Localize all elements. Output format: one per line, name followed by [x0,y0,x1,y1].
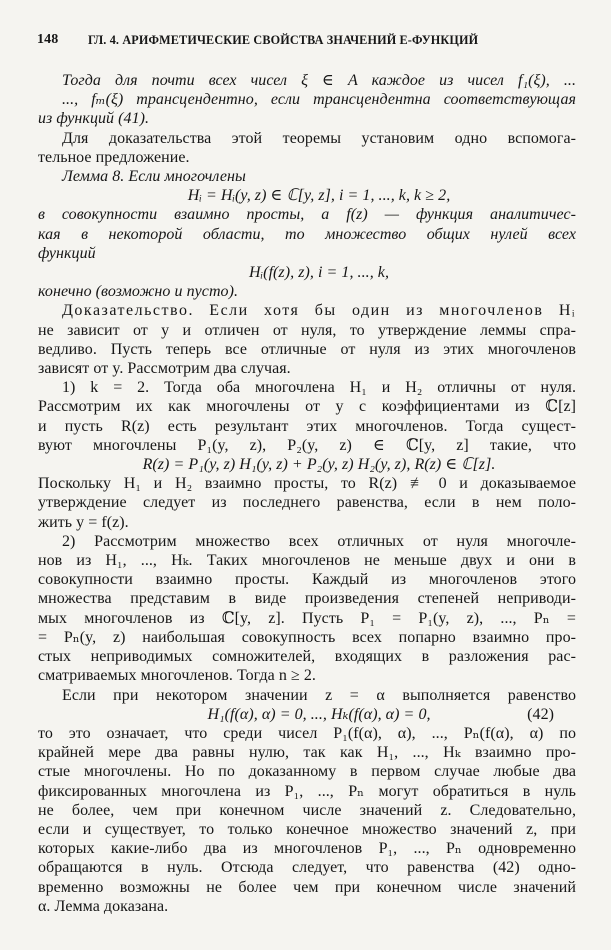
text-line: кая в некоторой области, то множество общих нулей всех [38,225,576,243]
page-number: 148 [37,32,59,47]
text-line: зависят от y. Рассмотрим два случая. [38,360,291,378]
text-line: ..., fₘ(ξ) трансцендентно, если трансцендентна соответствующая [62,91,576,109]
text-line: функций [38,244,96,262]
text-line: временно возможны не более чем при конечном числе значений [38,878,576,896]
text-line: то это означает, что среди чисел P₁(f(α), α), ..., Pₙ(f(α), α) по [38,724,576,742]
text-line: если и существует, то только конечное множество значений z, при [38,820,576,838]
formula-line: R(z) = P₁(y, z) H₁(y, z) + P₂(y, z) H₂(y, z), R(z) ∈ ℂ[z]. [142,456,496,474]
lemma-title: Лемма 8. Если многочлены [62,168,246,186]
text-line: 1) k = 2. Тогда оба многочлена H₁ и H₂ отличны от нуля. [62,379,576,397]
text-line: фиксированных многочлена из P₁, ..., Pₙ могут обратиться в нуль [38,782,576,800]
text-line: конечно (возможно и пусто). [38,283,239,301]
text-line: крайней мере два равны нулю, так как H₁, ..., Hₖ взаимно про- [38,744,576,762]
text-line: ведливо. Пусть теперь все отличные от нуля из этих многочленов [38,340,576,358]
text-line: утверждение следует из последнего равенства, если в нем поло- [38,494,576,512]
text-line: Поскольку H₁ и H₂ взаимно просты, то R(z) ≢ 0 и доказываемое [38,475,576,493]
text-line: жить y = f(z). [38,513,129,531]
text-line: Если при некотором значении z = α выполняется равенство [62,686,576,704]
text-line: Для доказательства этой теоремы установим одно вспомога- [62,129,576,147]
text-line: из функций (41). [38,110,150,128]
running-title: ГЛ. 4. АРИФМЕТИЧЕСКИЕ СВОЙСТВА ЗНАЧЕНИЙ E-ФУНКЦИЙ [88,33,479,47]
equation-42-content: H₁(f(α), α) = 0, ..., Hₖ(f(α), α) = 0, [207,705,431,723]
text-line: стые многочлены. Но по доказанному в первом случае любые два [38,763,576,781]
text-line: не более, чем при конечном числе значений z. Следовательно, [38,801,576,819]
text-line: Рассмотрим их как многочлены от y с коэффициентами из ℂ[z] [38,398,576,416]
formula-line: Hᵢ = Hᵢ(y, z) ∈ ℂ[y, z], i = 1, ..., k, k ≥ 2, [187,187,451,205]
text-line: 2) Рассмотрим множество всех отличных от нуля многочле- [62,532,576,550]
equation-number: (42) [527,705,554,723]
text-line: и пусть R(z) есть результант этих многочленов. Тогда сущест- [38,417,576,435]
text-line: обращаются в нуль. Отсюда следует, что равенства (42) одно- [38,859,576,877]
text-line: сматриваемых многочленов. Тогда n ≥ 2. [38,667,316,685]
text-line: которых какие-либо два из многочленов P₁, ..., Pₙ одновременно [38,840,576,858]
proof-line: Доказательство. Если хотя бы один из многочленов Hᵢ [62,302,576,320]
text-line: совокупности взаимно просты. Каждый из многочленов этого [38,571,576,589]
text-line: = Pₙ(y, z) наибольшая совокупность всех попарно взаимно про- [38,628,576,646]
text-line: стых неприводимых сомножителей, входящих в разложения рас- [38,648,576,666]
formula-line: Hᵢ(f(z), z), i = 1, ..., k, [249,264,389,282]
text-line: тельное предложение. [38,148,190,166]
equation-42 [62,705,576,724]
text-line: Тогда для почти всех чисел ξ ∈ A каждое из чисел f₁(ξ), ... [62,72,576,89]
text-line: множества представим в виде произведения степеней неприводи- [38,590,576,608]
text-line: в совокупности взаимно просты, а f(z) — функция аналитичес- [38,206,576,224]
text-line: нов из H₁, ..., Hₖ. Таких многочленов не меньше двух и они в [38,552,576,570]
page-header [37,30,577,50]
text-line: не зависит от y и отличен от нуля, то утверждение леммы спра- [38,321,576,339]
text-line: α. Лемма доказана. [38,897,169,915]
text-line: вуют многочлены P₁(y, z), P₂(y, z) ∈ ℂ[y, z] такие, что [38,436,576,454]
text-line: мых многочленов из ℂ[y, z]. Пусть P₁ = P₁(y, z), ..., Pₙ = [38,609,576,627]
page-content [38,71,576,916]
